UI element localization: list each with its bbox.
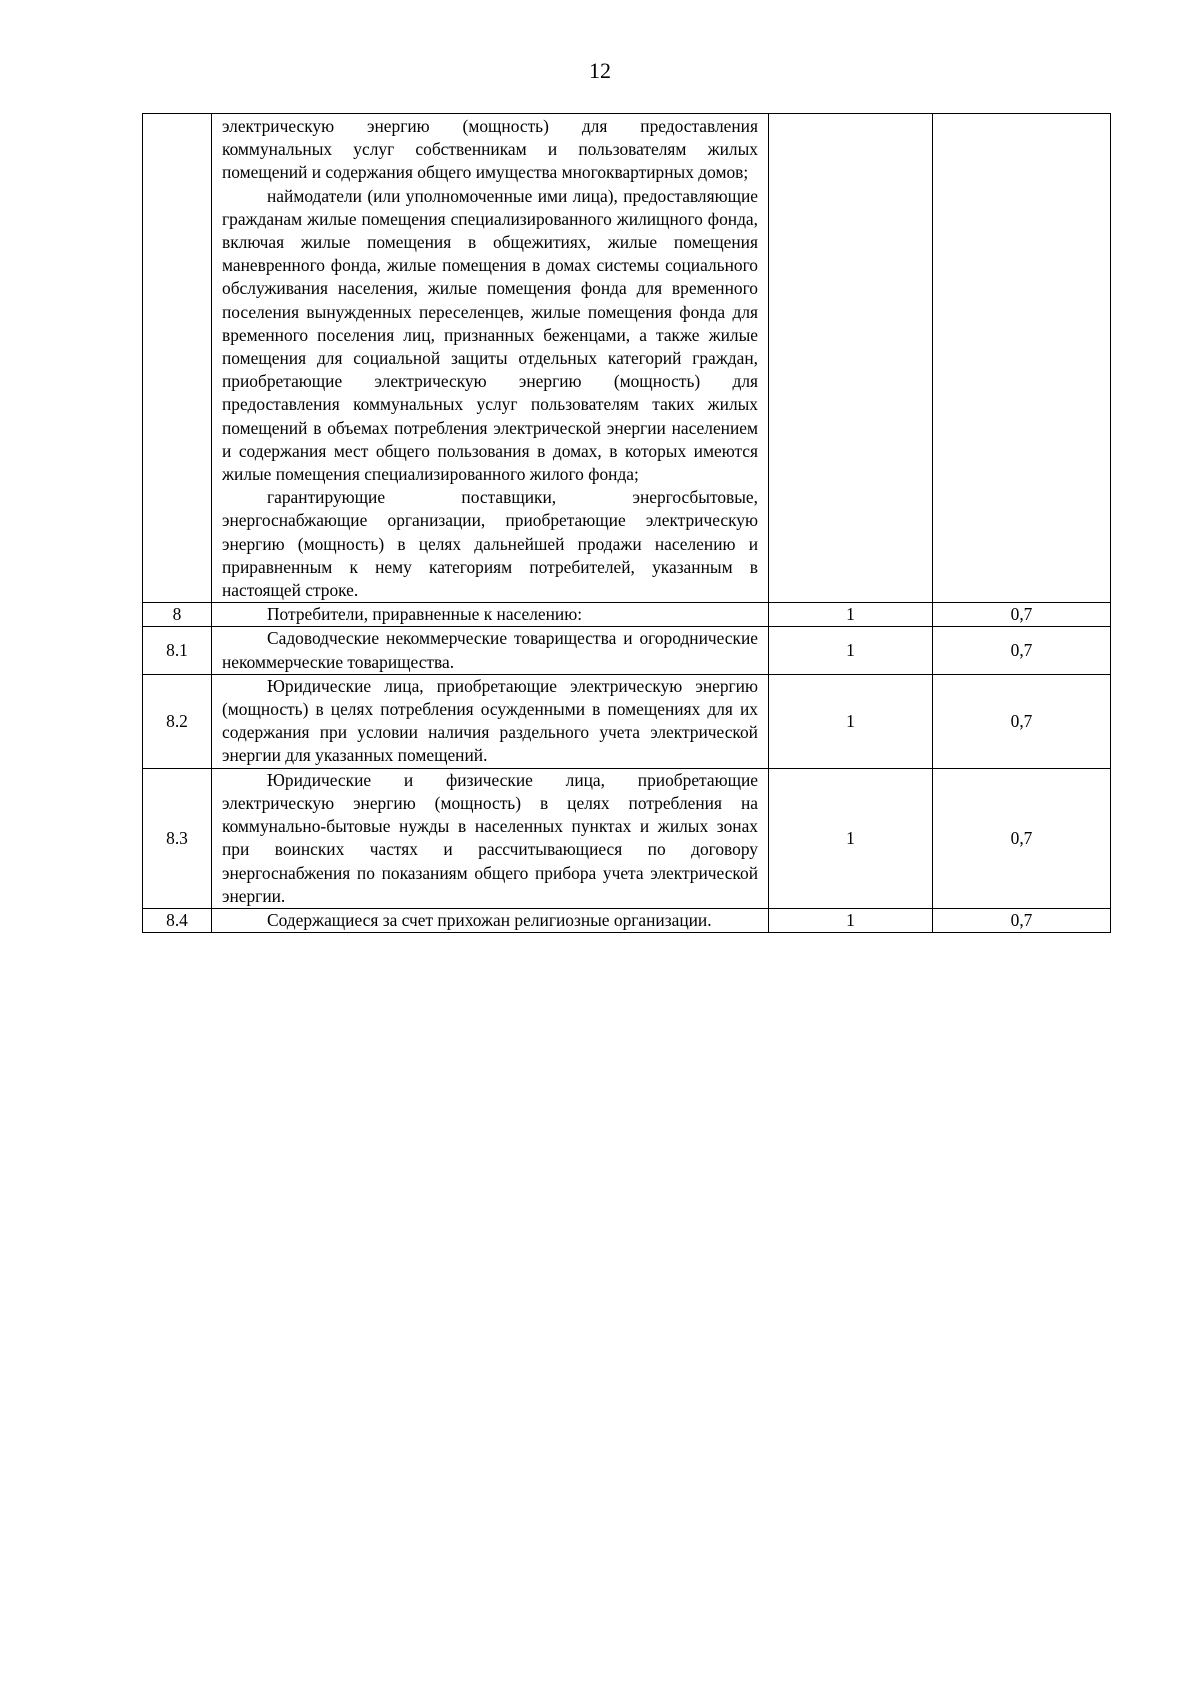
- row-description: Садоводческие некоммерческие товарищества и огороднические некоммерческие товарищества.: [222, 628, 758, 672]
- cell-value-1: 1: [769, 908, 933, 932]
- cell-description: [212, 674, 769, 768]
- cell-value-1: 1: [769, 674, 933, 768]
- cell-value-1: [769, 114, 933, 603]
- cell-value-2: 0,7: [933, 768, 1111, 908]
- cell-description: [212, 627, 769, 674]
- table-row: [143, 603, 1111, 627]
- row-description: Содержащиеся за счет прихожан религиозные организации.: [267, 909, 712, 930]
- cell-description: [212, 908, 769, 932]
- cell-value-2: 0,7: [933, 908, 1111, 932]
- page-number: 12: [589, 58, 611, 83]
- cell-number: 8.3: [143, 768, 212, 908]
- row-description: Юридические и физические лица, приобретающие электрическую энергию (мощность) в целях потребления на коммунально-бытовые нужды в населенных пунктах и жилых зонах при воинских частях и рассчитывающиеся по договору энергоснабжения по показаниям общего прибора учета электрической энергии.: [222, 769, 758, 906]
- table-row: [143, 908, 1111, 932]
- cell-value-2: 0,7: [933, 674, 1111, 768]
- row-description: Потребители, приравненные к населению:: [267, 604, 583, 625]
- cell-value-1: 1: [769, 603, 933, 627]
- cell-description: [212, 114, 769, 603]
- cell-value-1: 1: [769, 768, 933, 908]
- table-row: [143, 674, 1111, 768]
- cell-number: 8: [143, 603, 212, 627]
- cell-value-2: [933, 114, 1111, 603]
- table-row-continuation: [143, 114, 1111, 603]
- row-description: Юридические лица, приобретающие электрическую энергию (мощность) в целях потребления осужденными в помещениях для их содержания при условии наличия раздельного учета электрической энергии для указанных помещений.: [222, 675, 758, 766]
- cell-value-2: 0,7: [933, 627, 1111, 674]
- cell-number: 8.1: [143, 627, 212, 674]
- continuation-paragraph: электрическую энергию (мощность) для предоставления коммунальных услуг собственникам и пользователям жилых помещений и содержания общего имущества многоквартирных домов;: [222, 116, 758, 183]
- tariff-table: [142, 113, 1111, 933]
- table-row: [143, 627, 1111, 674]
- table-row: [143, 768, 1111, 908]
- cell-value-1: 1: [769, 627, 933, 674]
- cell-description: [212, 603, 769, 627]
- cell-number: [143, 114, 212, 603]
- continuation-paragraph: наймодатели (или уполномоченные ими лица), предоставляющие гражданам жилые помещения специализированного жилищного фонда, включая жилые помещения в общежитиях, жилые помещения маневренного фонда, жилые помещения в домах системы социального обслуживания населения, жилые помещения фонда для временного поселения вынужденных переселенцев, жилые помещения фонда для временного поселения лиц, признанных беженцами, а также жилые помещения для социальной защиты отдельных категорий граждан, приобретающие электрическую энергию (мощность) для предоставления коммунальных услуг пользователям таких жилых помещений в объемах потребления электрической энергии населением и содержания мест общего пользования в домах, в которых имеются жилые помещения специализированного жилого фонда;: [222, 185, 758, 485]
- cell-description: [212, 768, 769, 908]
- cell-number: 8.4: [143, 908, 212, 932]
- cell-number: 8.2: [143, 674, 212, 768]
- cell-value-2: 0,7: [933, 603, 1111, 627]
- continuation-paragraph: гарантирующие поставщики, энергосбытовые, энергоснабжающие организации, приобретающие электрическую энергию (мощность) в целях дальнейшей продажи населению и приравненным к нему категориям потребителей, указанным в настоящей строке.: [222, 487, 758, 601]
